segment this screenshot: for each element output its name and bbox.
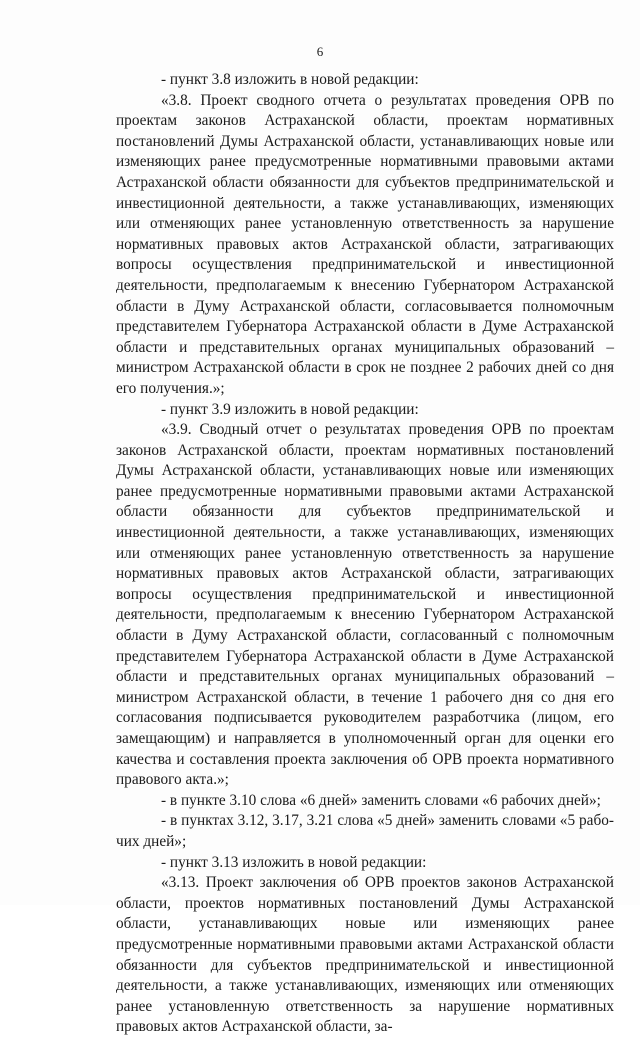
page-number: 6 bbox=[316, 44, 324, 59]
paragraph-item-3-13: - пункт 3.13 изложить в новой редакции: bbox=[161, 853, 427, 871]
paragraph-text-3-8: «3.8. Проект сводного отчета о результатах проведения ОРВ по проектам законов Астраханской области, проектам нормативных постановлений Думы Астраханской области, устанавливающих новые или изменяющих ранее предусмотренные нормативными правовыми актами Астраханской области обязанности для субъектов предпринимательской и инвестиционной деятельности, а также устанавливающих, изменяющих или отменяющих ранее установленную ответственность за нарушение нормативных правовых актов Астраханской области, затрагивающих вопросы осуществления предпринимательской и инвестиционной деятельности, предполагаемым к внесению Губернатором Астраханской области в Думу Астраханской области, согласовывается полномочным представителем Губернатора Астраханской области в Думе Астраханской области и представительных органах муниципальных образований – министром Астраханской области в срок не позднее 2 рабочих дней со дня его получения.»; bbox=[116, 91, 614, 397]
paragraph-item-3-12: - в пунктах 3.12, 3.17, 3.21 слова «5 дней» заменить словами «5 рабочих дней»; bbox=[116, 812, 614, 850]
body-text bbox=[116, 70, 614, 1038]
paragraph-item-3-8: - пункт 3.8 изложить в новой редакции: bbox=[161, 71, 419, 88]
paragraph-item-3-10: - в пункте 3.10 слова «6 дней» заменить словами «6 рабочих дней»; bbox=[161, 791, 601, 809]
paragraph-text-3-9: «3.9. Сводный отчет о результатах проведения ОРВ по проектам законов Астраханской области, проектам нормативных постановлений Думы Астраханской области, устанавливающих новые или изменяющих ранее предусмотренные нормативными правовыми актами Астраханской области обязанности для субъектов предпринимательской и инвестиционной деятельности, а также устанавливающих, изменяющих или отменяющих ранее установленную ответственность за нарушение нормативных правовых актов Астраханской области, затрагивающих вопросы осуществления предпринимательской и инвестиционной деятельности, предполагаемым к внесению Губернатором Астраханской области в Думу Астраханской области, согласованный с полномочным представителем Губернатора Астраханской области в Думе Астраханской области и представительных органах муниципальных образований – министром Астраханской области, в течение 1 рабочего дня со дня его согласования подписывается руководителем разработчика (лицом, его замещающим) и направляется в уполномоченный орган для оценки его качества и составления проекта заключения об ОРВ проекта нормативного правового акта.»; bbox=[116, 421, 614, 789]
paragraph-item-3-9: - пункт 3.9 изложить в новой редакции: bbox=[161, 400, 419, 418]
paragraph-text-3-13: «3.13. Проект заключения об ОРВ проектов законов Астраханской области, проектов нормативных постановлений Думы Астраханской области, устанавливающих новые или изменяющих ранее предусмотренные нормативными правовыми актами Астраханской области обязанности для субъектов предпринимательской и инвестиционной деятельности, а также устанавливающих, изменяющих или отменяющих ранее установленную ответственность за нарушение нормативных правовых актов Астраханской области, за- bbox=[116, 874, 614, 1036]
